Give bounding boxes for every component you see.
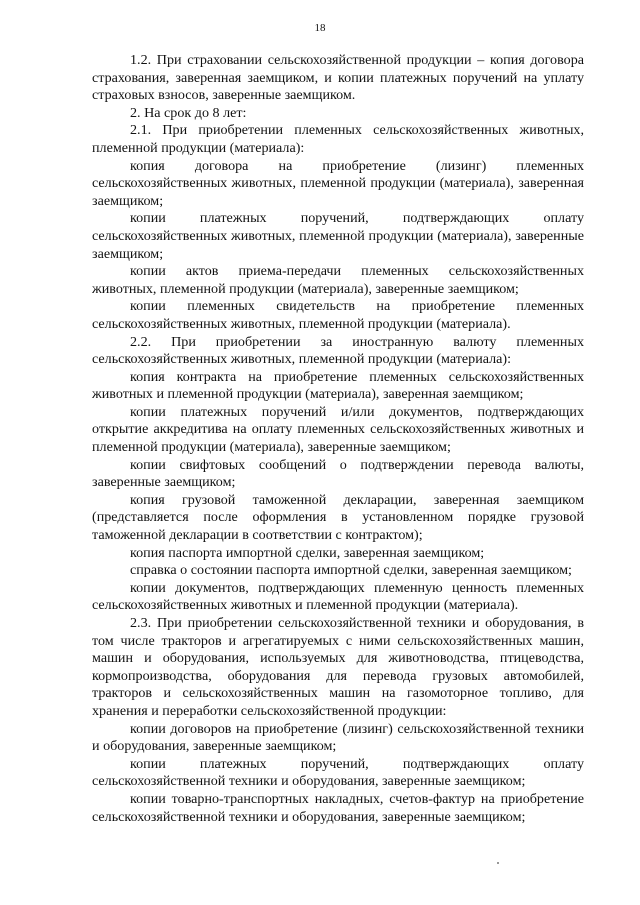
list-item: справка о состоянии паспорта импортной сделки, заверенная заемщиком;: [130, 562, 572, 579]
list-item: копии документов, подтверждающих племенную ценность племенных сельскохозяйственных животных и племенной продукции (материала).: [92, 579, 584, 614]
list-item: копия контракта на приобретение племенных сельскохозяйственных животных и племенной продукции (материала), заверенная заемщиком;: [92, 368, 584, 403]
list-item: копии племенных свидетельств на приобретение племенных сельскохозяйственных животных, племенной продукции (материала).: [92, 298, 584, 332]
page-number: 18: [314, 22, 326, 34]
scan-speck: [497, 862, 499, 864]
list-item: копия грузовой таможенной декларации, заверенная заемщиком (представляется после оформления в установленном порядке грузовой таможенной декларации в соответствии с контрактом);: [92, 491, 584, 544]
list-item: копии платежных поручений, подтверждающих оплату сельскохозяйственных животных, племенной продукции (материала), заверенные заемщиком;: [92, 210, 584, 262]
list-item: копии товарно-транспортных накладных, счетов-фактур на приобретение сельскохозяйственной техники и оборудования, заверенные заемщиком;: [92, 790, 584, 825]
document-body: [92, 52, 584, 826]
list-item: копии договоров на приобретение (лизинг) сельскохозяйственной техники и оборудования, заверенные заемщиком;: [92, 720, 584, 755]
list-item: копия паспорта импортной сделки, заверенная заемщиком;: [130, 544, 485, 561]
list-item: копии платежных поручений, подтверждающих оплату сельскохозяйственной техники и оборудования, заверенные заемщиком;: [92, 755, 584, 790]
list-item: копии платежных поручений и/или документов, подтверждающих открытие аккредитива на оплату племенных сельскохозяйственных животных и племенной продукции (материала), заверенные заемщиком;: [92, 403, 584, 456]
list-item: копия договора на приобретение (лизинг) племенных сельскохозяйственных животных, племенной продукции (материала), заверенная заемщиком;: [92, 157, 584, 209]
paragraph-2: 2. На срок до 8 лет:: [130, 104, 247, 121]
list-item: копии актов приема-передачи племенных сельскохозяйственных животных, племенной продукции (материала), заверенные заемщиком;: [92, 263, 584, 297]
paragraph-2-2: 2.2. При приобретении за иностранную валюту племенных сельскохозяйственных животных, племенной продукции (материала):: [92, 333, 584, 368]
paragraph-2-1: 2.1. При приобретении племенных сельскохозяйственных животных, племенной продукции (материала):: [92, 122, 584, 156]
list-item: копии свифтовых сообщений о подтверждении перевода валюты, заверенные заемщиком;: [92, 456, 584, 491]
paragraph-2-3: 2.3. При приобретении сельскохозяйственной техники и оборудования, в том числе тракторов и агрегатируемых с ними сельскохозяйственных машин, машин и оборудования, используемых для животноводства, птицеводства, кормопроизводства, оборудования для перевода грузовых автомобилей, тракторов и сельскохозяйственных машин на газомоторное топливо, для хранения и переработки сельскохозяйственной продукции:: [92, 615, 584, 719]
paragraph-1-2: 1.2. При страховании сельскохозяйственной продукции – копия договора страхования, заверенная заемщиком, и копии платежных поручений на уплату страховых взносов, заверенные заемщиком.: [92, 52, 584, 104]
